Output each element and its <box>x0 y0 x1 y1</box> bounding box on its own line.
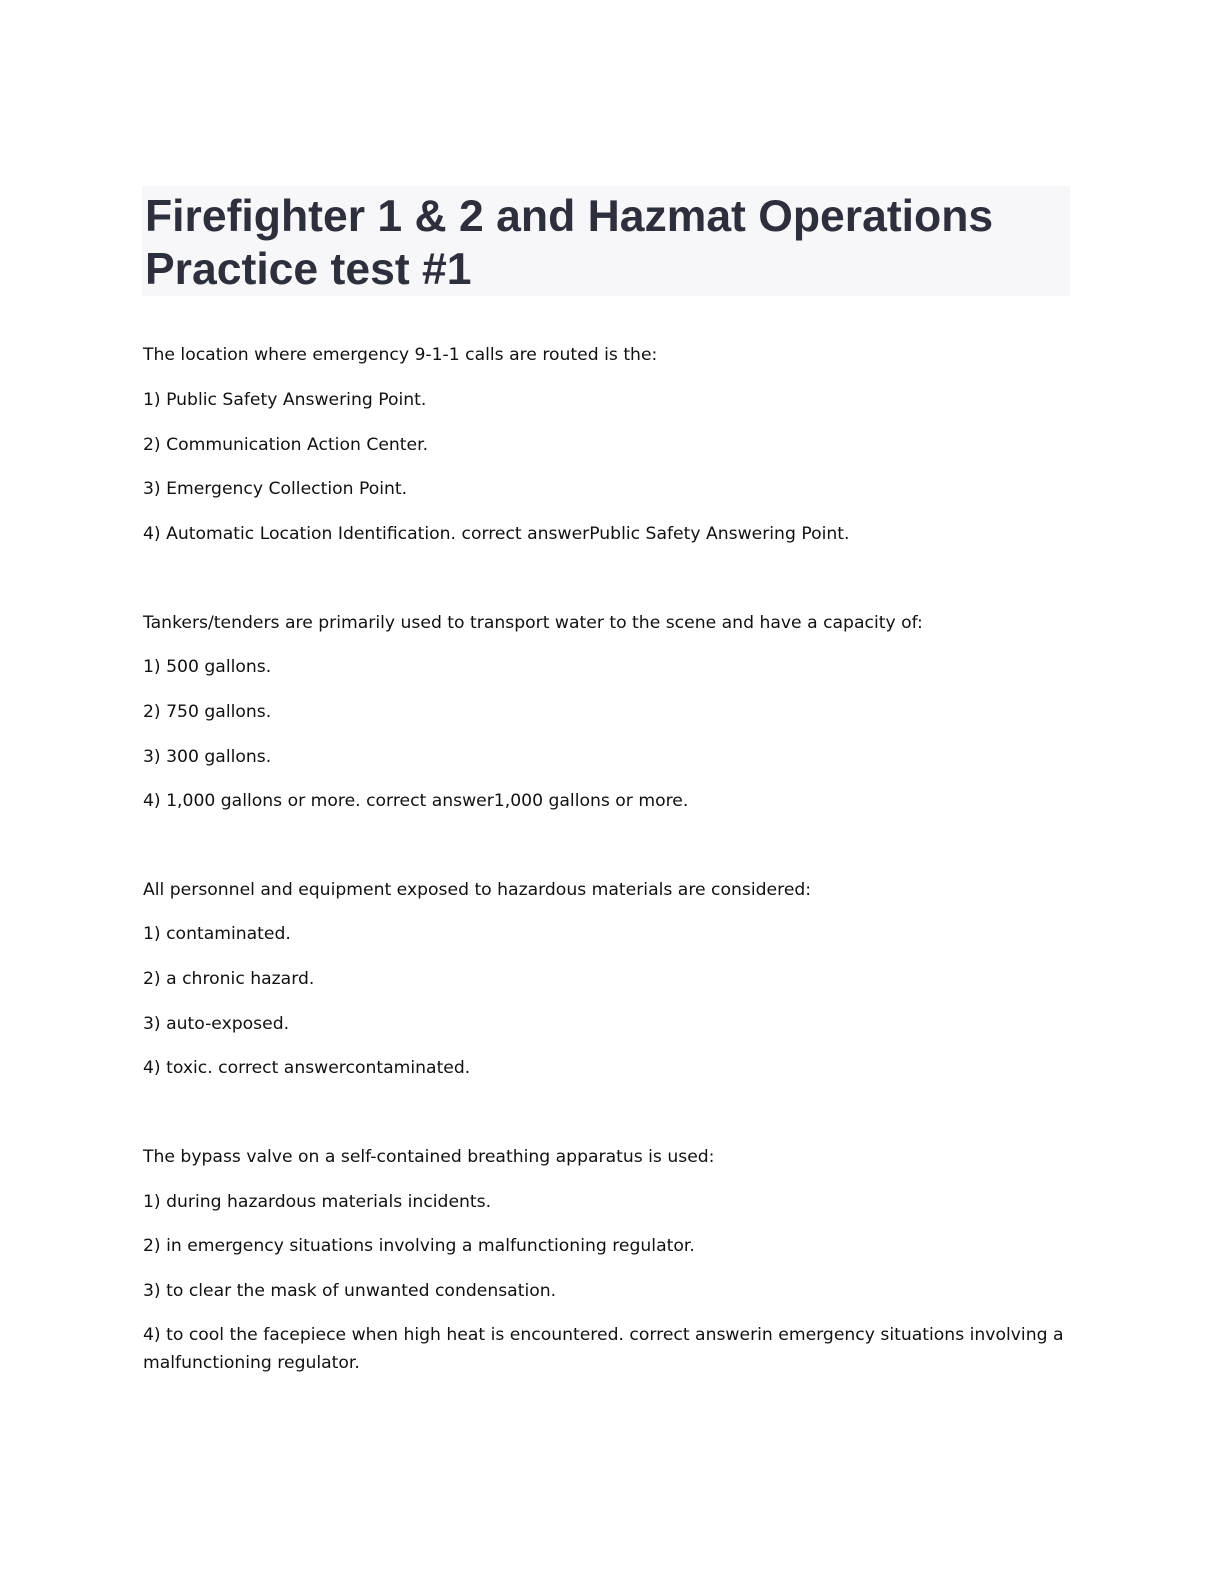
question-2-option-2: 2) 750 gallons. <box>143 702 272 722</box>
question-1-option-4: 4) Automatic Location Identification. correct answerPublic Safety Answering Point. <box>143 524 850 544</box>
question-3-prompt: All personnel and equipment exposed to hazardous materials are considered: <box>143 880 812 900</box>
question-1-option-2: 2) Communication Action Center. <box>143 435 429 455</box>
question-1-prompt: The location where emergency 9-1-1 calls are routed is the: <box>143 345 658 365</box>
question-3-option-4: 4) toxic. correct answercontaminated. <box>143 1058 471 1078</box>
question-2-option-4: 4) 1,000 gallons or more. correct answer1,000 gallons or more. <box>143 791 689 811</box>
question-1-option-3: 3) Emergency Collection Point. <box>143 479 408 499</box>
question-2-option-1: 1) 500 gallons. <box>143 657 272 677</box>
question-4-option-4: 4) to cool the facepiece when high heat is encountered. correct answerin emergency situations involving a malfunctioning regulator. <box>143 1325 1064 1373</box>
question-4-option-1: 1) during hazardous materials incidents. <box>143 1192 492 1212</box>
question-3-option-2: 2) a chronic hazard. <box>143 969 315 989</box>
question-4-option-3: 3) to clear the mask of unwanted condensation. <box>143 1281 557 1301</box>
question-2-prompt: Tankers/tenders are primarily used to transport water to the scene and have a capacity of: <box>143 613 923 633</box>
question-4-prompt: The bypass valve on a self-contained breathing apparatus is used: <box>143 1147 715 1167</box>
question-2-option-3: 3) 300 gallons. <box>143 747 272 767</box>
page-title-line-1: Firefighter 1 & 2 and Hazmat Operations <box>145 192 994 241</box>
question-3-option-3: 3) auto-exposed. <box>143 1014 290 1034</box>
question-4-option-2: 2) in emergency situations involving a malfunctioning regulator. <box>143 1236 695 1256</box>
question-1-option-1: 1) Public Safety Answering Point. <box>143 390 427 410</box>
title-block <box>142 186 1070 296</box>
page-title-line-2: Practice test #1 <box>145 245 472 294</box>
question-3-option-1: 1) contaminated. <box>143 924 291 944</box>
